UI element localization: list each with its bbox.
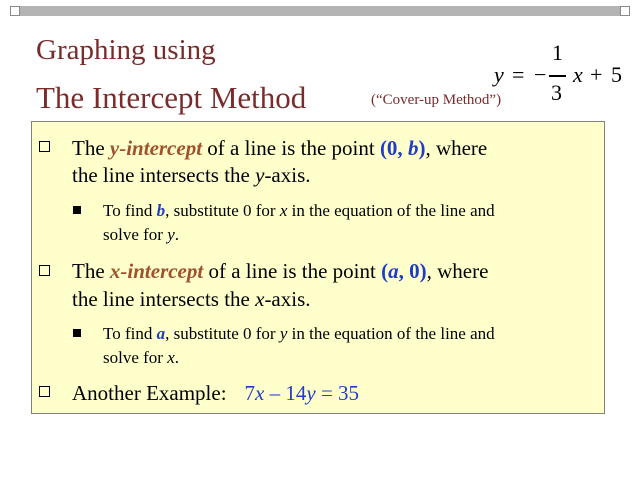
text: = 35 [315,381,360,405]
text: -axis. [264,163,311,187]
example-equation-2 [245,381,360,405]
square-subbullet-icon [73,206,81,214]
text: , substitute 0 for [165,201,280,220]
find-a-instruction-line-2 [103,349,179,366]
y-intercept-definition [72,138,487,159]
var-b: b [156,201,166,220]
text: , substitute 0 for [165,324,280,343]
another-example-label: Another Example: [72,381,227,405]
equation-plus: + [590,62,603,87]
x-intercept-definition-line-2 [72,289,311,310]
equation-equals: = [512,62,525,87]
example-equation [494,40,634,110]
top-decorative-bar [10,6,630,16]
equation-x: x [573,62,583,87]
text: 7 [244,381,256,405]
equation-denominator: 3 [551,80,562,105]
var-a: a [156,324,166,343]
text: – 14 [264,381,307,405]
text: To find [103,201,157,220]
point-close: ) [418,136,426,160]
text: the line intersects the [72,163,256,187]
text: , where [425,136,488,160]
text: solve for [103,348,168,367]
x-intercept-term: x-intercept [109,259,204,283]
top-bar-right-square [620,6,630,16]
equation-constant: 5 [611,62,622,87]
text: -axis. [264,287,311,311]
point-var-b: b [407,136,419,160]
var-x: x [255,287,265,311]
checkbox-bullet-icon [39,265,50,276]
text: , where [426,259,489,283]
text: of a line is the point [203,259,382,283]
var-x: x [279,201,288,220]
text: The [72,259,110,283]
point-open: (0, [379,136,408,160]
var-y: y [255,163,265,187]
text: solve for [103,225,168,244]
x-intercept-definition [72,261,488,282]
var-y: y [306,381,316,405]
title-line-1: Graphing using [36,34,216,66]
text: . [174,225,180,244]
var-y: y [167,225,175,244]
find-b-instruction [103,202,495,219]
find-b-instruction-line-2 [103,226,179,243]
square-subbullet-icon [73,329,81,337]
y-intercept-term: y-intercept [109,136,203,160]
text: in the equation of the line and [287,324,495,343]
text: . [174,348,180,367]
equation-numerator: 1 [552,40,563,65]
equation-y: y [494,62,504,87]
text: in the equation of the line and [287,201,495,220]
text: the line intersects the [72,287,256,311]
checkbox-bullet-icon [39,141,50,152]
equation-minus: − [534,62,547,87]
equation-fraction-bar [549,75,566,77]
checkbox-bullet-icon [39,386,50,397]
point-var-a: a [388,259,399,283]
text: To find [103,324,157,343]
top-bar-left-square [10,6,20,16]
var-x: x [255,381,265,405]
var-x: x [167,348,175,367]
text: of a line is the point [202,136,380,160]
y-intercept-definition-line-2 [72,165,311,186]
another-example [72,383,359,404]
cover-up-subtitle: (“Cover-up Method”) [371,92,502,108]
title-line-2: The Intercept Method [36,80,307,115]
find-a-instruction [103,325,495,342]
point-close: , 0) [398,259,427,283]
point-open: ( [381,259,389,283]
var-y: y [279,324,288,343]
text: The [72,136,110,160]
